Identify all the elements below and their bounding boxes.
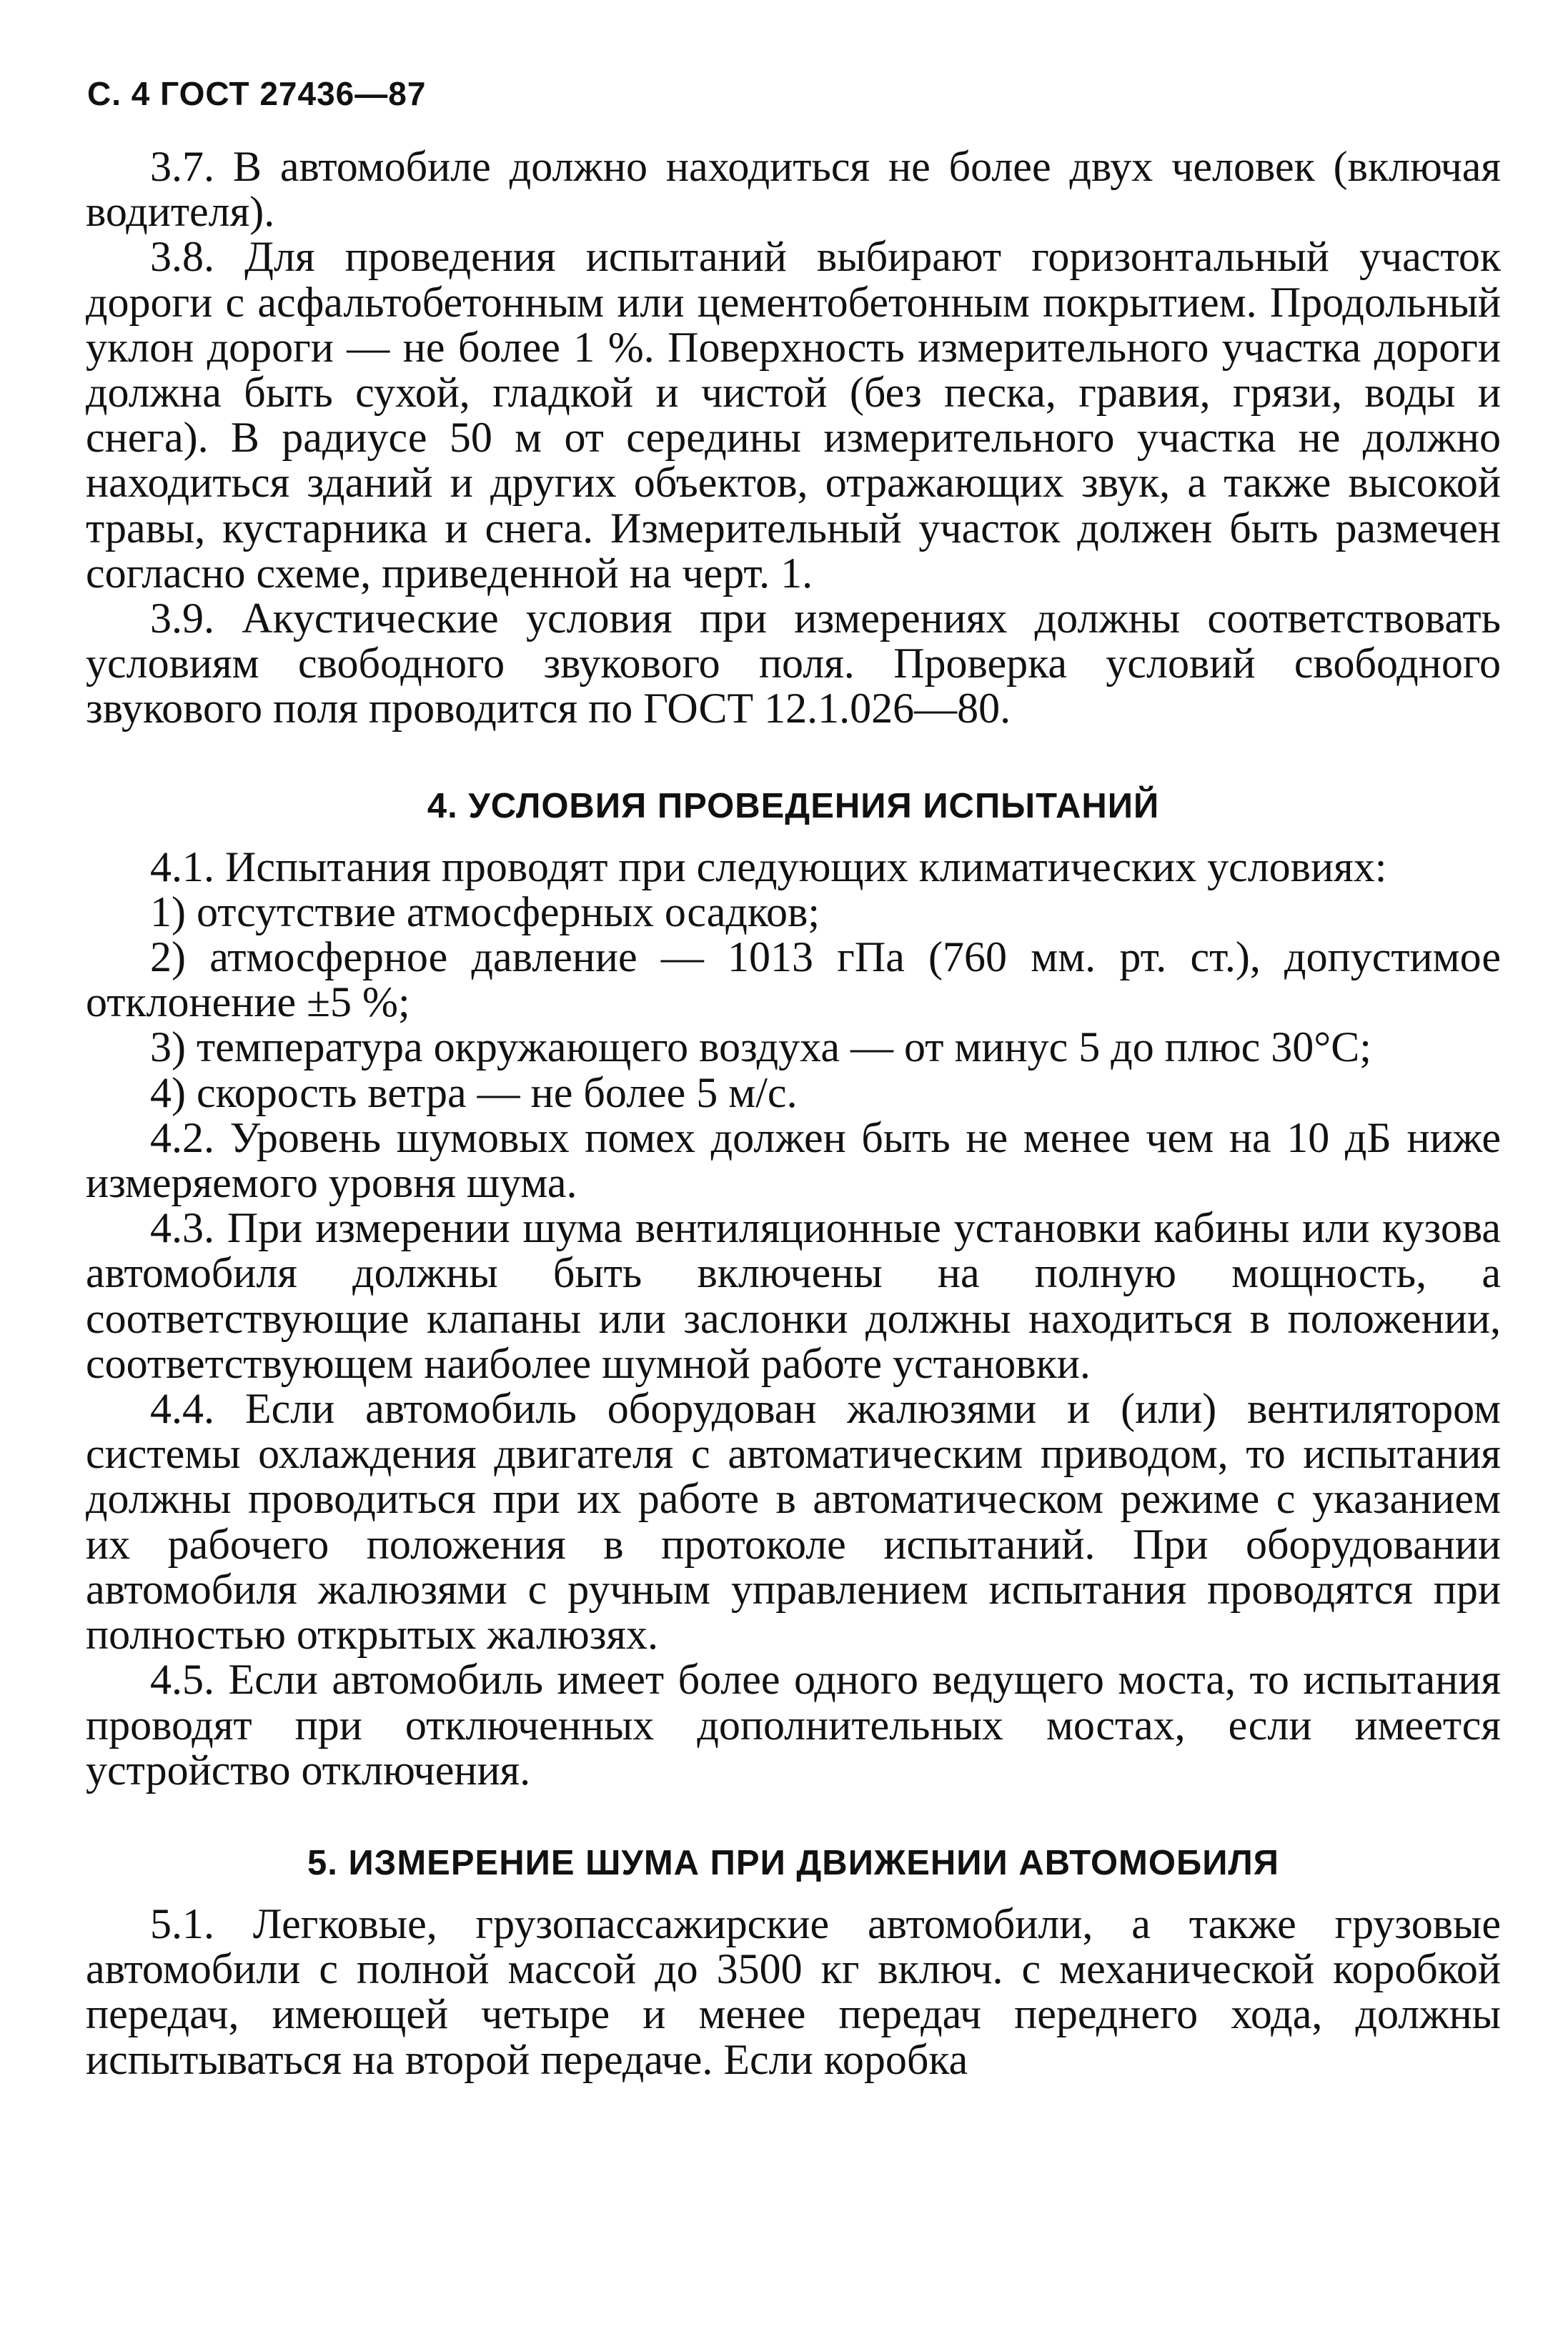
paragraph-4-2: 4.2. Уровень шумовых помех должен быть не менее чем на 10 дБ ниже измеряемого уровня шума. <box>86 1113 1501 1207</box>
paragraph-4-5: 4.5. Если автомобиль имеет более одного ведущего моста, то испытания проводят при отключенных дополнительных мостах, если имеется устройство отключения. <box>86 1656 1501 1794</box>
paragraph-3-7: 3.7. В автомобиле должно находиться не более двух человек (включая водителя). <box>86 143 1501 236</box>
list-item-4: 4) скорость ветра — не более 5 м/с. <box>150 1068 798 1116</box>
list-item-1: 1) отсутствие атмосферных осадков; <box>150 888 820 935</box>
paragraph-3-8: 3.8. Для проведения испытаний выбирают горизонтальный участок дороги с асфальтобетонным или цементобетонным покрытием. Продольный уклон дороги — не более 1 %. Поверхность измерительного участка дороги должна быть сухой, гладкой и чистой (без песка, гравия, грязи, воды и снега). В радиусе 50 м от середины измерительного участка не должно находиться зданий и других объектов, отражающих звук, а также высокой травы, кустарника и снега. Измерительный участок должен быть размечен согласно схеме, приведенной на черт. 1. <box>86 233 1501 597</box>
paragraph-5-1: 5.1. Легковые, грузопассажирские автомобили, а также грузовые автомобили с полной массой до 3500 кг включ. с механической коробкой передач, имеющей четыре и менее передач переднего хода, должны испытываться на второй передаче. Если коробка <box>86 1900 1501 2083</box>
section-5-heading: 5. ИЗМЕРЕНИЕ ШУМА ПРИ ДВИЖЕНИИ АВТОМОБИЛЯ <box>307 1843 1280 1882</box>
paragraph-4-3: 4.3. При измерении шума вентиляционные установки кабины или кузова автомобиля должны быть включены на полную мощность, а соответствующие клапаны или заслонки должны находиться в положении, соответствующем наиболее шумной работе установки. <box>86 1204 1501 1387</box>
paragraph-4-4: 4.4. Если автомобиль оборудован жалюзями и (или) вентилятором системы охлаждения двигателя с автоматическим приводом, то испытания должны проводиться при их работе в автоматическом режиме с указанием их рабочего положения в протоколе испытаний. При оборудовании автомобиля жалюзями с ручным управлением испытания проводятся при полностью открытых жалюзях. <box>86 1385 1501 1659</box>
list-item-2: 2) атмосферное давление — 1013 гПа (760 мм. рт. ст.), допустимое отклонение ±5 %; <box>86 933 1501 1026</box>
paragraph-3-9: 3.9. Акустические условия при измерениях должны соответствовать условиям свободного звукового поля. Проверка условий свободного звукового поля проводится по ГОСТ 12.1.026—80. <box>86 595 1501 733</box>
running-head: С. 4 ГОСТ 27436—87 <box>87 75 427 112</box>
section-4-heading: 4. УСЛОВИЯ ПРОВЕДЕНИЯ ИСПЫТАНИЙ <box>427 786 1160 825</box>
list-item-3: 3) температура окружающего воздуха — от минус 5 до плюс 30°С; <box>150 1023 1371 1071</box>
paragraph-4-1: 4.1. Испытания проводят при следующих климатических условиях: <box>150 843 1387 890</box>
